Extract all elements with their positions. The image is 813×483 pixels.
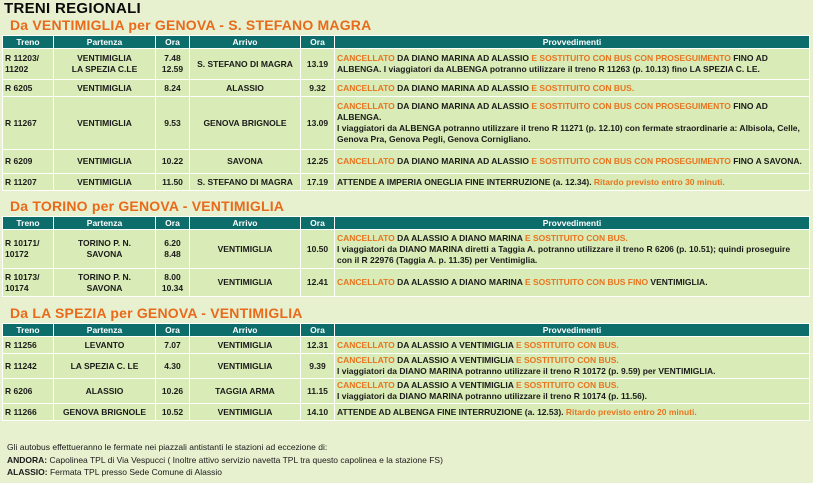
table-row [3, 230, 810, 269]
cell-ora-partenza: 11.50 [156, 174, 190, 191]
notice-text: DA ALASSIO A VENTIMIGLIA [394, 380, 516, 390]
cell-provvedimenti [335, 97, 810, 150]
cell-arrivo: ALASSIO [190, 80, 301, 97]
highlight-text: CANCELLATO [337, 156, 395, 166]
col-arrivo-header: Arrivo [190, 217, 301, 230]
highlight-text: E SOSTITUITO CON BUS FINO [524, 277, 651, 287]
cell-partenza: VENTIMIGLIA LA SPEZIA C.LE [54, 49, 156, 80]
notice-text: I viaggiatori da DIANO MARINA diretti a Taggia A. potranno utilizzare il treno R 6206 (p. 10.51); quindi proseguire con il R 22976 (Taggia A. p. 11.35) per Ventimiglia. [337, 243, 791, 265]
cell-ora-partenza: 4.30 [156, 354, 190, 379]
cell-ora-partenza: 10.52 [156, 404, 190, 421]
cell-ora-arrivo: 12.41 [301, 269, 335, 297]
highlight-text: CANCELLATO [337, 380, 395, 390]
cell-treno: R 11207 [3, 174, 54, 191]
notice-text: VENTIMIGLIA. [650, 277, 708, 287]
cell-arrivo: GENOVA BRIGNOLE [190, 97, 301, 150]
table-la-spezia [2, 323, 810, 421]
col-provvedimenti-header: Provvedimenti [335, 217, 810, 230]
highlight-text: E SOSTITUITO CON BUS CON PROSEGUIMENTO [531, 101, 731, 111]
highlight-text: CANCELLATO [337, 339, 395, 350]
col-provvedimenti-header: Provvedimenti [335, 36, 810, 49]
cell-provvedimenti [335, 230, 810, 269]
cell-ora-arrivo: 13.09 [301, 97, 335, 150]
cell-treno: R 11256 [3, 337, 54, 354]
cell-provvedimenti [335, 80, 810, 97]
cell-treno: R 6209 [3, 150, 54, 174]
cell-provvedimenti [335, 174, 810, 191]
table-torino [2, 216, 810, 297]
notice-text: DA ALASSIO A DIANO MARINA [394, 277, 525, 287]
cell-ora-partenza: 8.00 10.34 [156, 269, 190, 297]
highlight-text: E SOSTITUITO CON BUS. [515, 380, 619, 390]
cell-arrivo: VENTIMIGLIA [190, 354, 301, 379]
table-row [3, 150, 810, 174]
cell-arrivo: SAVONA [190, 150, 301, 174]
highlight-text: CANCELLATO [337, 232, 395, 243]
highlight-text: CANCELLATO [337, 82, 395, 93]
cell-provvedimenti [335, 269, 810, 297]
cell-ora-arrivo: 12.31 [301, 337, 335, 354]
notice-text: DA ALASSIO A VENTIMIGLIA [394, 355, 516, 365]
table-row [3, 269, 810, 297]
notice-text: FINO AD ALBENGA. I viaggiatori da ALBENGA potranno utilizzare il treno R 11263 (p. 10.13) fino LA SPEZIA C. LE. [337, 53, 768, 74]
cell-treno: R 6205 [3, 80, 54, 97]
cell-ora-partenza: 10.26 [156, 379, 190, 404]
col-ora-arrivo-header: Ora [301, 36, 335, 49]
table-ventimiglia [2, 35, 810, 191]
cell-ora-partenza: 10.22 [156, 150, 190, 174]
footer-alassio-label: ALASSIO: [7, 467, 48, 477]
col-ora-partenza-header: Ora [156, 217, 190, 230]
notice-text: DA DIANO MARINA AD ALASSIO [394, 82, 532, 93]
cell-partenza: TORINO P. N. SAVONA [54, 230, 156, 269]
col-partenza-header: Partenza [54, 36, 156, 49]
cell-treno: R 11203/ 11202 [3, 49, 54, 80]
footer-alassio [7, 466, 443, 479]
cell-ora-partenza: 7.07 [156, 337, 190, 354]
cell-arrivo: VENTIMIGLIA [190, 269, 301, 297]
cell-ora-arrivo: 9.39 [301, 354, 335, 379]
cell-treno: R 11266 [3, 404, 54, 421]
cell-treno: R 10171/ 10172 [3, 230, 54, 269]
highlight-text: Ritardo previsto entro 20 minuti. [565, 406, 697, 417]
section-title-ventimiglia: Da VENTIMIGLIA per GENOVA - S. STEFANO MAGRA [10, 17, 372, 33]
highlight-text: CANCELLATO [337, 277, 395, 287]
highlight-text: E SOSTITUITO CON BUS. [515, 339, 619, 350]
cell-provvedimenti [335, 150, 810, 174]
cell-partenza: VENTIMIGLIA [54, 150, 156, 174]
notice-text: FINO AD ALBENGA. I viaggiatori da ALBENGA potranno utilizzare il treno R 11271 (p. 12.10) con fermate straordinarie a: Albisola, Celle, Genova Pra, Genova Pegli, Genova Cornigliano. [337, 101, 800, 144]
highlight-text: CANCELLATO [337, 53, 395, 63]
cell-partenza: VENTIMIGLIA [54, 80, 156, 97]
cell-partenza: ALASSIO [54, 379, 156, 404]
highlight-text: E SOSTITUITO CON BUS. [531, 82, 635, 93]
col-ora-partenza-header: Ora [156, 324, 190, 337]
cell-ora-partenza: 7.48 12.59 [156, 49, 190, 80]
cell-treno: R 11267 [3, 97, 54, 150]
cell-partenza: GENOVA BRIGNOLE [54, 404, 156, 421]
cell-ora-arrivo: 12.25 [301, 150, 335, 174]
table-row [3, 337, 810, 354]
col-treno-header: Treno [3, 324, 54, 337]
highlight-text: E SOSTITUITO CON BUS CON PROSEGUIMENTO [531, 53, 731, 63]
notice-text: DA DIANO MARINA AD ALASSIO [394, 156, 532, 166]
table-header-row [3, 36, 810, 49]
footer-intro: Gli autobus effettueranno le fermate nei piazzali antistanti le stazioni ad eccezione di: [7, 442, 328, 452]
cell-ora-arrivo: 17.19 [301, 174, 335, 191]
highlight-text: CANCELLATO [337, 101, 395, 111]
footer-alassio-text: Fermata TPL presso Sede Comune di Alassio [47, 467, 222, 477]
footer-andora-text: Capolinea TPL di Via Vespucci ( Inoltre attivo servizio navetta TPL tra questo capolinea e la stazione FS) [47, 454, 443, 465]
col-ora-arrivo-header: Ora [301, 217, 335, 230]
col-ora-arrivo-header: Ora [301, 324, 335, 337]
cell-arrivo: TAGGIA ARMA [190, 379, 301, 404]
cell-arrivo: VENTIMIGLIA [190, 230, 301, 269]
section-title-torino: Da TORINO per GENOVA - VENTIMIGLIA [10, 198, 285, 214]
cell-partenza: LA SPEZIA C. LE [54, 354, 156, 379]
cell-partenza: TORINO P. N. SAVONA [54, 269, 156, 297]
table-row [3, 379, 810, 404]
highlight-text: E SOSTITUITO CON BUS. [515, 355, 619, 365]
cell-treno: R 10173/ 10174 [3, 269, 54, 297]
cell-ora-partenza: 9.53 [156, 97, 190, 150]
notice-text: DA DIANO MARINA AD ALASSIO [394, 53, 532, 63]
notice-text: I viaggiatori da DIANO MARINA potranno utilizzare il treno R 10174 (p. 11.56). [337, 391, 647, 401]
cell-partenza: LEVANTO [54, 337, 156, 354]
notice-text: ATTENDE AD ALBENGA FINE INTERRUZIONE (a. 12.53). [337, 406, 566, 417]
col-arrivo-header: Arrivo [190, 36, 301, 49]
cell-arrivo: S. STEFANO DI MAGRA [190, 49, 301, 80]
table-header-row [3, 324, 810, 337]
col-partenza-header: Partenza [54, 217, 156, 230]
cell-treno: R 11242 [3, 354, 54, 379]
col-ora-partenza-header: Ora [156, 36, 190, 49]
cell-provvedimenti [335, 379, 810, 404]
cell-partenza: VENTIMIGLIA [54, 97, 156, 150]
footer-andora-label: ANDORA: [7, 454, 48, 465]
table-row [3, 97, 810, 150]
cell-partenza: VENTIMIGLIA [54, 174, 156, 191]
notice-text: ATTENDE A IMPERIA ONEGLIA FINE INTERRUZIONE (a. 12.34). [337, 176, 594, 187]
cell-ora-partenza: 8.24 [156, 80, 190, 97]
cell-ora-arrivo: 11.15 [301, 379, 335, 404]
notice-text: DA ALASSIO A DIANO MARINA [394, 232, 525, 243]
page-title: TRENI REGIONALI [4, 0, 142, 17]
cell-provvedimenti [335, 354, 810, 379]
col-treno-header: Treno [3, 217, 54, 230]
table-row [3, 174, 810, 191]
highlight-text: E SOSTITUITO CON BUS. [524, 232, 628, 243]
table-row [3, 80, 810, 97]
cell-ora-partenza: 6.20 8.48 [156, 230, 190, 269]
cell-ora-arrivo: 9.32 [301, 80, 335, 97]
cell-arrivo: VENTIMIGLIA [190, 337, 301, 354]
cell-ora-arrivo: 10.50 [301, 230, 335, 269]
section-title-la-spezia: Da LA SPEZIA per GENOVA - VENTIMIGLIA [10, 305, 303, 321]
highlight-text: CANCELLATO [337, 355, 395, 365]
cell-provvedimenti [335, 337, 810, 354]
notice-text: DA DIANO MARINA AD ALASSIO [394, 101, 532, 111]
table-row [3, 404, 810, 421]
cell-ora-arrivo: 13.19 [301, 49, 335, 80]
footer-andora [7, 454, 443, 467]
cell-arrivo: VENTIMIGLIA [190, 404, 301, 421]
table-row [3, 49, 810, 80]
cell-provvedimenti [335, 404, 810, 421]
highlight-text: E SOSTITUITO CON BUS CON PROSEGUIMENTO [531, 156, 731, 166]
cell-ora-arrivo: 14.10 [301, 404, 335, 421]
col-arrivo-header: Arrivo [190, 324, 301, 337]
cell-arrivo: S. STEFANO DI MAGRA [190, 174, 301, 191]
notice-text: FINO A SAVONA. [730, 156, 802, 166]
col-provvedimenti-header: Provvedimenti [335, 324, 810, 337]
table-row [3, 354, 810, 379]
cell-provvedimenti [335, 49, 810, 80]
col-partenza-header: Partenza [54, 324, 156, 337]
col-treno-header: Treno [3, 36, 54, 49]
footer-notes [7, 441, 443, 479]
notice-text: DA ALASSIO A VENTIMIGLIA [394, 339, 516, 350]
table-header-row [3, 217, 810, 230]
cell-treno: R 6206 [3, 379, 54, 404]
notice-text: I viaggiatori da DIANO MARINA potranno utilizzare il treno R 10172 (p. 9.59) per VENTIMIGLIA. [337, 366, 716, 376]
highlight-text: Ritardo previsto entro 30 minuti. [593, 176, 725, 187]
